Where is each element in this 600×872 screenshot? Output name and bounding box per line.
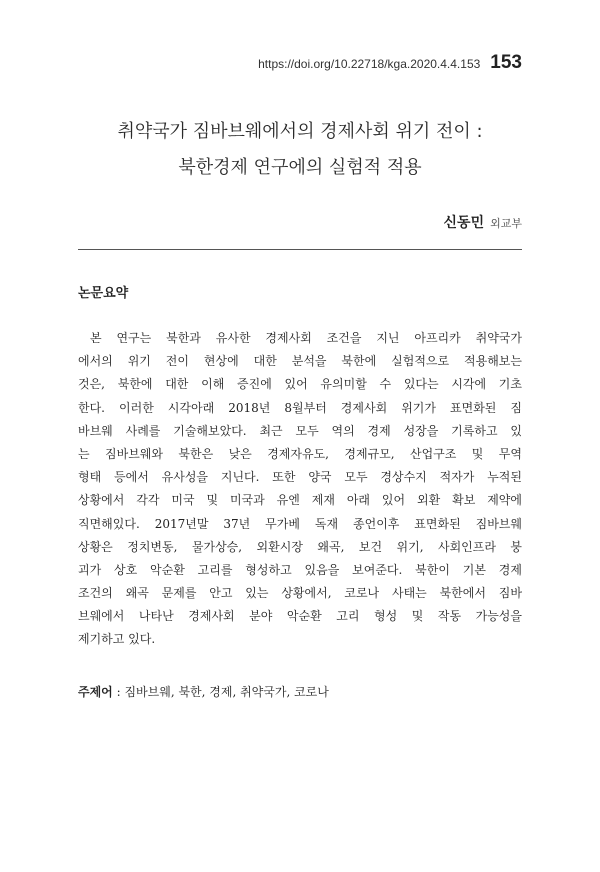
author-line — [444, 212, 522, 232]
abstract-line: 조건의 왜곡 문제를 안고 있는 상황에서, 코로나 사태는 북한에서 짐바 — [78, 586, 522, 601]
abstract-line: 것은, 북한에 대한 이해 증진에 있어 유의미할 수 있다는 시각에 기초 — [78, 377, 522, 392]
keywords-separator: : — [112, 685, 125, 699]
abstract-line: 직면해있다. 2017년말 37년 무가베 독재 종언이후 표면화된 짐바브웨 — [78, 516, 522, 531]
keywords — [78, 683, 329, 700]
keywords-label: 주제어 — [78, 685, 113, 699]
abstract-line: 형태 등에서 유사성을 지닌다. 또한 양국 모두 경상수지 적자가 누적된 — [78, 470, 522, 485]
title-line-2: 북한경제 연구에의 실험적 적용 — [178, 157, 422, 178]
running-header — [258, 52, 522, 74]
keywords-list: 짐바브웨, 북한, 경제, 취약국가, 코로나 — [124, 685, 329, 699]
abstract-line: 브웨에서 나타난 경제사회 분야 악순환 고리 형성 및 작동 가능성을 — [78, 609, 522, 624]
abstract-line: 본 연구는 북한과 유사한 경제사회 조건을 지닌 아프리카 취약국가 — [90, 331, 522, 345]
abstract-line: 바브웨 사례를 기술해보았다. 최근 모두 역의 경제 성장을 기록하고 있 — [78, 423, 522, 438]
abstract-line: 에서의 위기 전이 현상에 대한 분석을 북한에 실험적으로 적용해보는 — [78, 354, 522, 369]
abstract-line: 괴가 상호 악순환 고리를 형성하고 있음을 보여준다. 북한이 기본 경제 — [78, 562, 522, 577]
page-number: 153 — [490, 52, 522, 73]
paper-title — [0, 114, 600, 186]
abstract-heading: 논문요약 — [78, 286, 129, 301]
header-divider — [78, 249, 522, 250]
doi-link[interactable]: https://doi.org/10.22718/kga.2020.4.4.153 — [258, 57, 481, 71]
author-name: 신동민 — [443, 215, 485, 231]
abstract-line: 는 짐바브웨와 북한은 낮은 경제자유도, 경제규모, 산업구조 및 무역 — [78, 446, 522, 461]
abstract-line: 제기하고 있다. — [78, 632, 156, 647]
abstract-line: 상황은 정치변동, 물가상승, 외환시장 왜곡, 보건 위기, 사회인프라 붕 — [78, 539, 522, 554]
abstract-line: 한다. 이러한 시각아래 2018년 8월부터 경제사회 위기가 표면화된 짐 — [78, 400, 522, 415]
abstract-body — [78, 327, 522, 652]
author-affiliation: 외교부 — [490, 217, 522, 230]
abstract-line: 상황에서 각각 미국 및 미국과 유엔 제재 아래 있어 외환 확보 제약에 — [78, 493, 522, 508]
title-line-1: 취약국가 짐바브웨에서의 경제사회 위기 전이 : — [117, 121, 483, 142]
